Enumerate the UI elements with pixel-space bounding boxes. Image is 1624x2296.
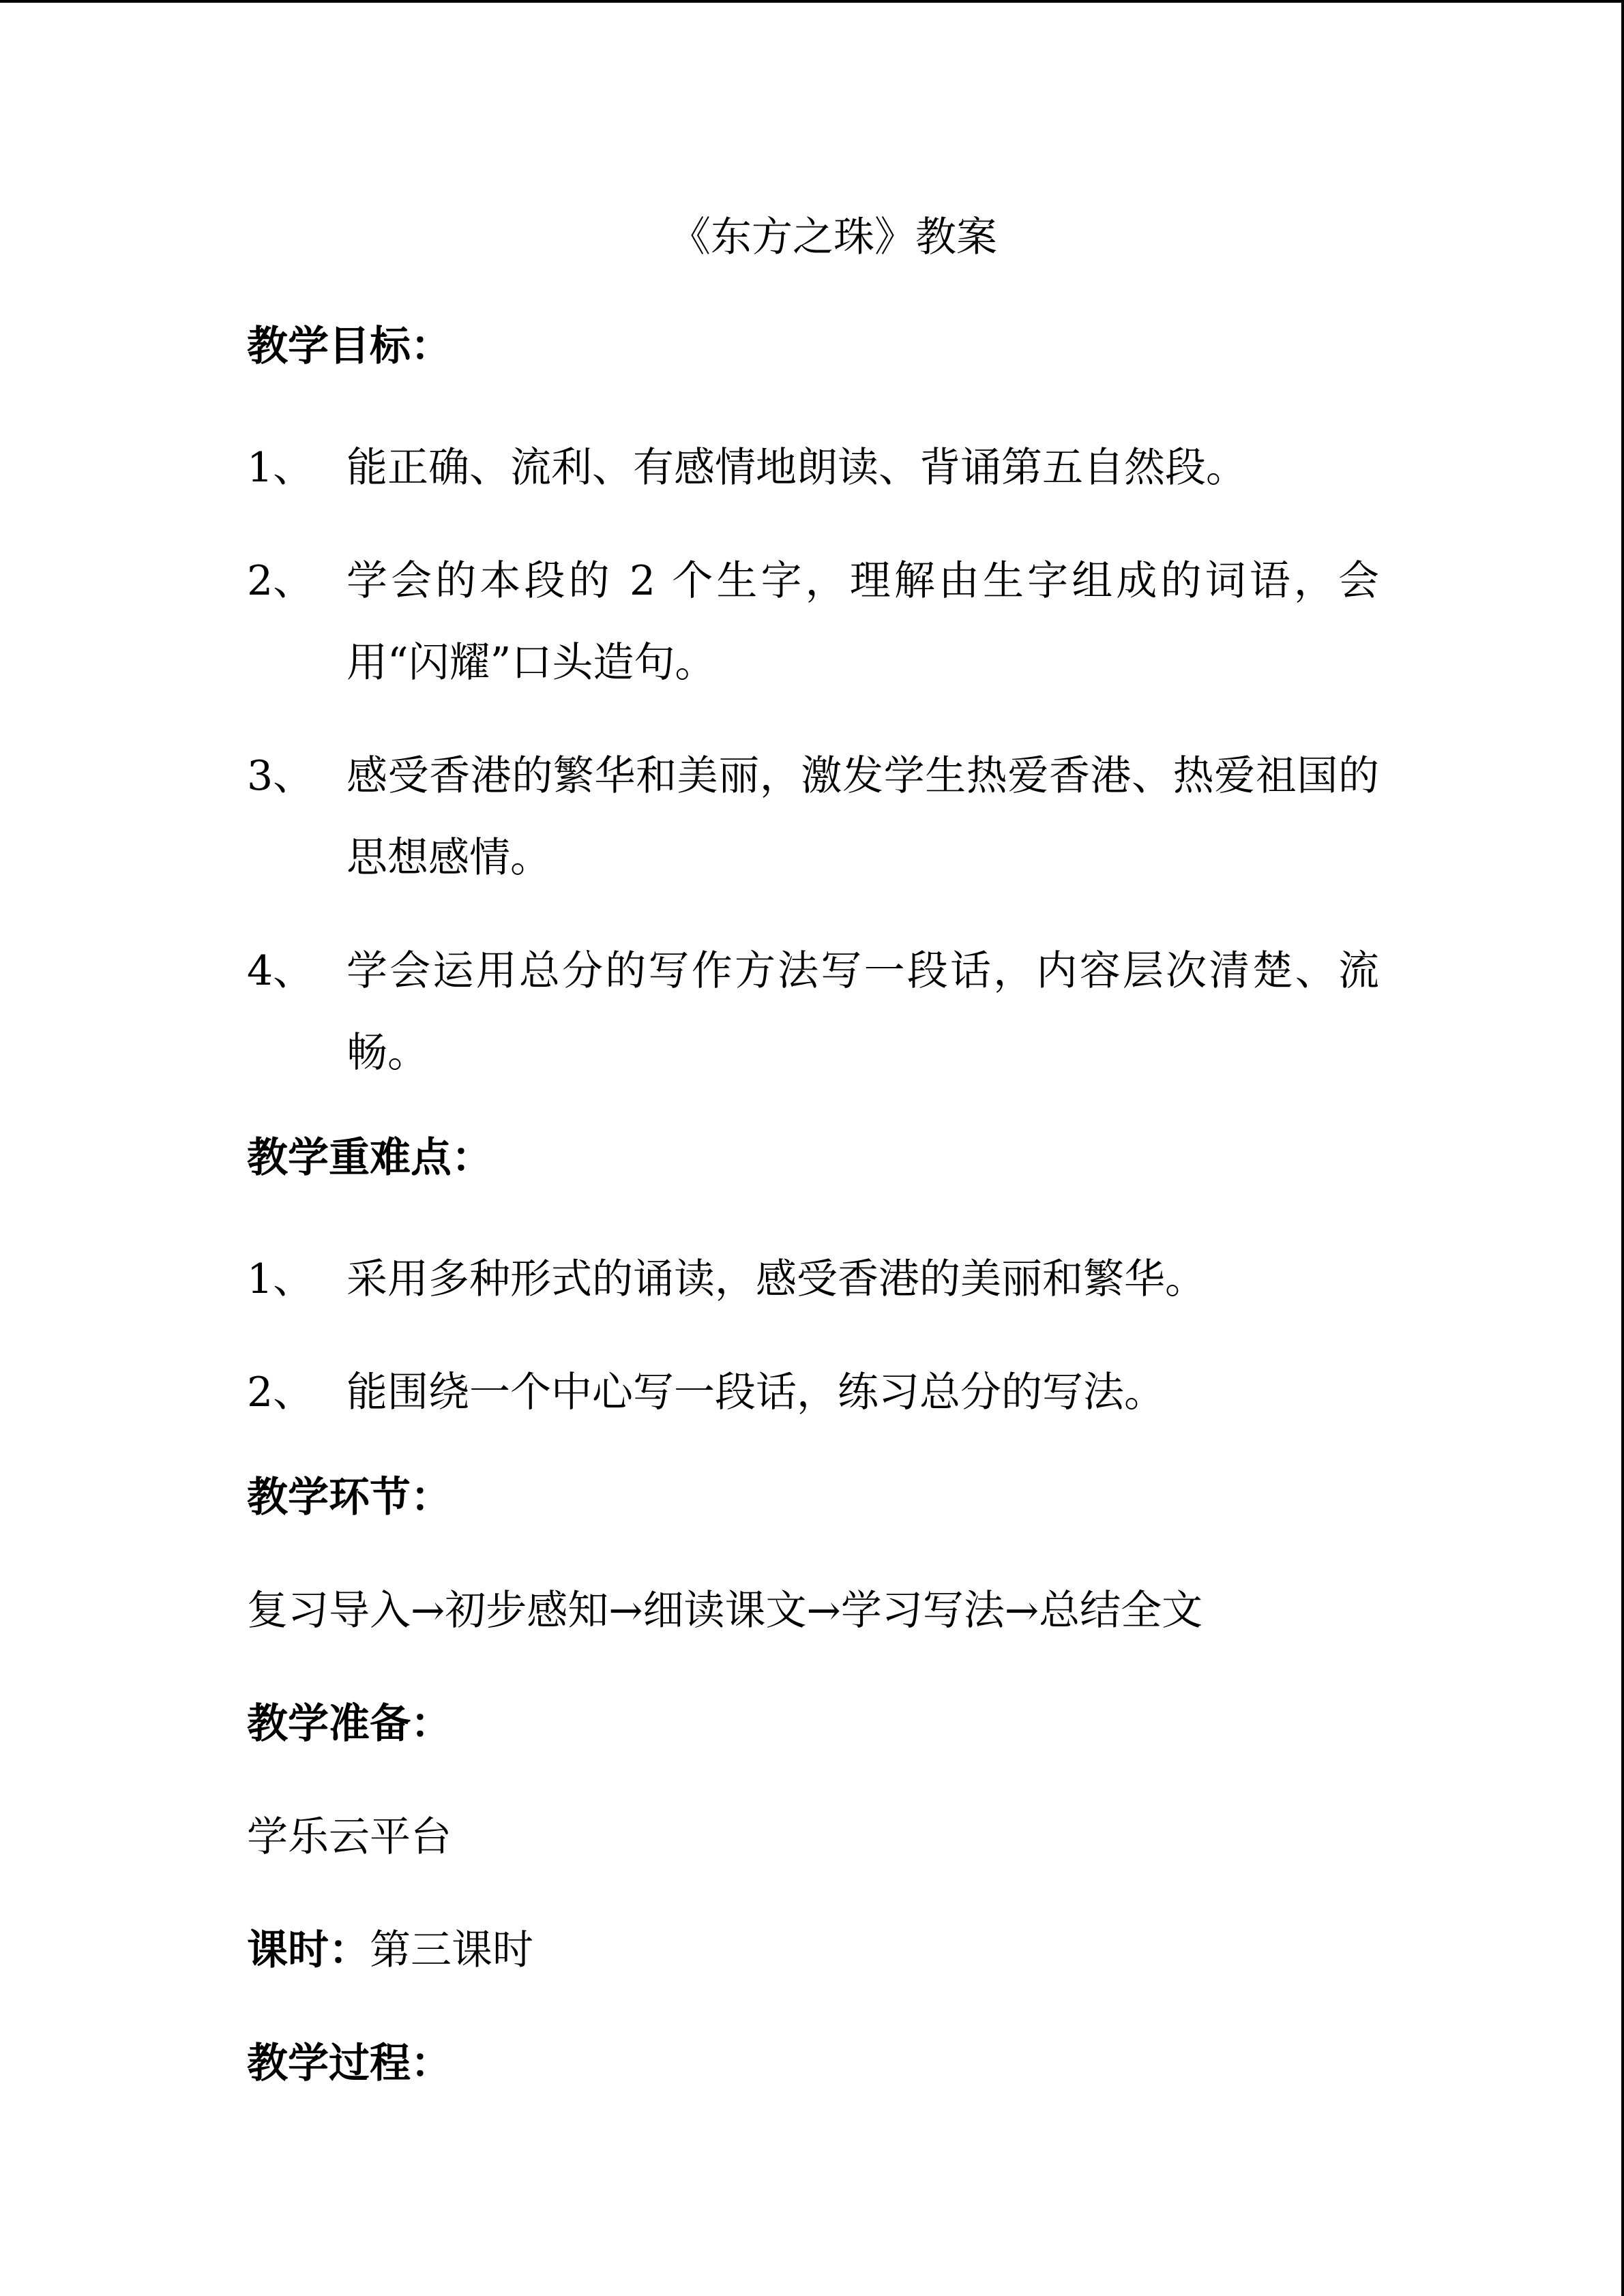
list-number: 3、 <box>247 752 314 800</box>
document-body <box>247 205 1379 2144</box>
preparation-text: 学乐云平台 <box>247 1813 452 1861</box>
steps-text: 复习导入→初步感知→细读课文→学习写法→总结全文 <box>247 1587 1203 1635</box>
list-text: 能围绕一个中心写一段话，练习总分的写法。 <box>346 1369 1165 1416</box>
steps-heading: 教学环节： <box>247 1474 452 1521</box>
key-points-list <box>247 1238 1379 1433</box>
list-number: 4、 <box>247 947 314 995</box>
preparation-heading: 教学准备： <box>247 1700 452 1748</box>
objective-item-2 <box>247 540 1379 704</box>
objectives-list <box>247 427 1379 1094</box>
objective-item-3 <box>247 735 1379 899</box>
list-number: 1、 <box>247 1255 314 1303</box>
period-value: 第三课时 <box>370 1926 533 1974</box>
key-points-heading: 教学重难点： <box>247 1134 492 1182</box>
key-point-item-2 <box>247 1352 1379 1433</box>
document-title: 《东方之珠》教案 <box>670 213 997 261</box>
objective-item-4 <box>247 930 1379 1094</box>
process-heading: 教学过程： <box>247 2040 452 2087</box>
objective-item-1 <box>247 427 1379 509</box>
list-number: 2、 <box>247 1369 314 1416</box>
objectives-heading: 教学目标： <box>247 323 452 370</box>
list-number: 1、 <box>247 444 314 492</box>
list-text: 学会的本段的 2 个生字，理解由生字组成的词语，会用“闪耀”口头造句。 <box>346 557 1379 687</box>
key-point-item-1 <box>247 1238 1379 1320</box>
list-text: 感受香港的繁华和美丽，激发学生热爱香港、热爱祖国的思想感情。 <box>346 752 1379 882</box>
list-text: 学会运用总分的写作方法写一段话，内容层次清楚、流畅。 <box>346 947 1379 1077</box>
list-text: 采用多种形式的诵读，感受香港的美丽和繁华。 <box>346 1255 1206 1303</box>
period-line <box>247 1918 1379 1983</box>
list-text: 能正确、流利、有感情地朗读、背诵第五自然段。 <box>346 444 1247 492</box>
list-number: 2、 <box>247 557 314 605</box>
period-heading: 课时： <box>247 1926 370 1974</box>
